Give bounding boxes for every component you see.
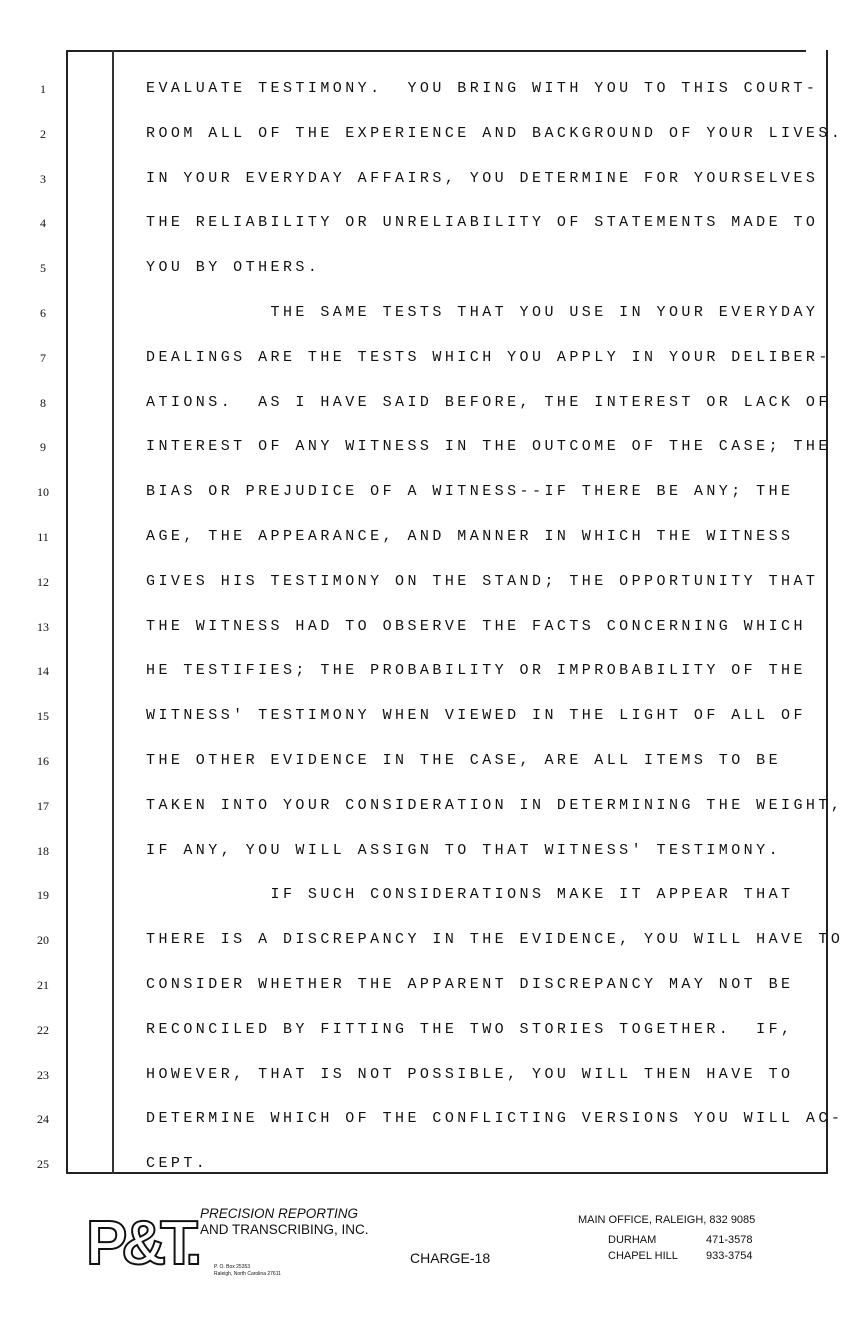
line-number: 7: [40, 350, 46, 365]
line-number: 1: [40, 82, 46, 96]
line-number: 5: [40, 261, 46, 276]
transcript-line: HE TESTIFIES; THE PROBABILITY OR IMPROBABILITY OF THE: [146, 662, 806, 680]
transcript-line: IF ANY, YOU WILL ASSIGN TO THAT WITNESS' TESTIMONY.: [146, 841, 782, 859]
company-name-line1: PRECISION REPORTING: [200, 1206, 359, 1221]
transcript-line: IN YOUR EVERYDAY AFFAIRS, YOU DETERMINE FOR YOURSELVES: [146, 169, 819, 187]
line-number: 2: [40, 126, 46, 141]
line-number: 22: [37, 1022, 49, 1037]
line-number: 17: [37, 798, 49, 813]
page-border-top: [66, 50, 806, 52]
transcript-line: THERE IS A DISCREPANCY IN THE EVIDENCE, YOU WILL HAVE TO: [146, 931, 844, 949]
durham-phone: 471-3578: [706, 1234, 753, 1246]
transcript-line: RECONCILED BY FITTING THE TWO STORIES TOGETHER. IF,: [146, 1020, 794, 1038]
transcript-line: TAKEN INTO YOUR CONSIDERATION IN DETERMINING THE WEIGHT,: [146, 796, 844, 814]
transcript-line: HOWEVER, THAT IS NOT POSSIBLE, YOU WILL THEN HAVE TO: [146, 1065, 794, 1083]
transcript-line: THE SAME TESTS THAT YOU USE IN YOUR EVERYDAY: [146, 304, 819, 321]
line-number: 9: [40, 440, 46, 455]
transcript-line: GIVES HIS TESTIMONY ON THE STAND; THE OPPORTUNITY THAT: [146, 572, 819, 590]
transcript-line: THE RELIABILITY OR UNRELIABILITY OF STATEMENTS MADE TO: [146, 214, 819, 232]
transcript-line: AGE, THE APPEARANCE, AND MANNER IN WHICH THE WITNESS: [146, 528, 794, 545]
transcript-line: IF SUCH CONSIDERATIONS MAKE IT APPEAR THAT: [146, 886, 794, 904]
transcript-line: ROOM ALL OF THE EXPERIENCE AND BACKGROUND OF YOUR LIVES.: [146, 124, 844, 142]
line-number: 4: [40, 216, 46, 231]
line-number: 8: [40, 395, 46, 410]
transcript-line: INTEREST OF ANY WITNESS IN THE OUTCOME OF THE CASE; THE: [146, 438, 831, 456]
line-number: 21: [37, 978, 49, 992]
company-name-line2: AND TRANSCRIBING, INC.: [200, 1222, 369, 1237]
line-number: 15: [37, 709, 49, 724]
line-number: 24: [37, 1112, 49, 1127]
transcript-line: WITNESS' TESTIMONY WHEN VIEWED IN THE LIGHT OF ALL OF: [146, 707, 806, 725]
transcript-line: BIAS OR PREJUDICE OF A WITNESS--IF THERE BE ANY; THE: [146, 483, 794, 501]
chapel-hill-label: CHAPEL HILL: [608, 1250, 678, 1262]
margin-line: [112, 50, 114, 1174]
po-box: P. O. Box 25353: [214, 1264, 251, 1270]
durham-label: DURHAM: [608, 1234, 657, 1246]
line-number: 20: [37, 933, 49, 948]
line-number: 13: [37, 619, 49, 634]
line-number: 18: [37, 843, 49, 858]
transcript-line: THE OTHER EVIDENCE IN THE CASE, ARE ALL ITEMS TO BE: [146, 752, 782, 769]
line-number: 16: [37, 754, 49, 768]
transcript-line: DEALINGS ARE THE TESTS WHICH YOU APPLY IN YOUR DELIBER-: [146, 348, 831, 366]
line-number: 19: [37, 888, 49, 903]
main-office: MAIN OFFICE, RALEIGH, 832 9085: [578, 1214, 756, 1226]
company-logo: P&T.: [86, 1209, 197, 1278]
transcript-line: YOU BY OTHERS.: [146, 259, 321, 277]
transcript-line: EVALUATE TESTIMONY. YOU BRING WITH YOU TO THIS COURT-: [146, 80, 819, 97]
line-number: 6: [40, 306, 46, 320]
line-number: 10: [37, 485, 49, 500]
transcript-line: DETERMINE WHICH OF THE CONFLICTING VERSIONS YOU WILL AC-: [146, 1110, 844, 1128]
line-number: 11: [37, 530, 49, 544]
line-number: 25: [37, 1157, 49, 1172]
page-label: CHARGE-18: [410, 1250, 491, 1266]
company-city: Raleigh, North Carolina 27611: [214, 1271, 281, 1277]
line-number: 3: [40, 171, 46, 186]
line-number: 23: [37, 1067, 49, 1082]
line-number: 12: [37, 574, 49, 589]
chapel-hill-phone: 933-3754: [706, 1250, 753, 1262]
transcript-line: CONSIDER WHETHER THE APPARENT DISCREPANCY MAY NOT BE: [146, 976, 794, 993]
transcript-line: THE WITNESS HAD TO OBSERVE THE FACTS CONCERNING WHICH: [146, 617, 806, 635]
transcript-line: CEPT.: [146, 1155, 209, 1173]
transcript-line: ATIONS. AS I HAVE SAID BEFORE, THE INTEREST OR LACK OF: [146, 393, 831, 411]
line-number: 14: [37, 664, 49, 679]
